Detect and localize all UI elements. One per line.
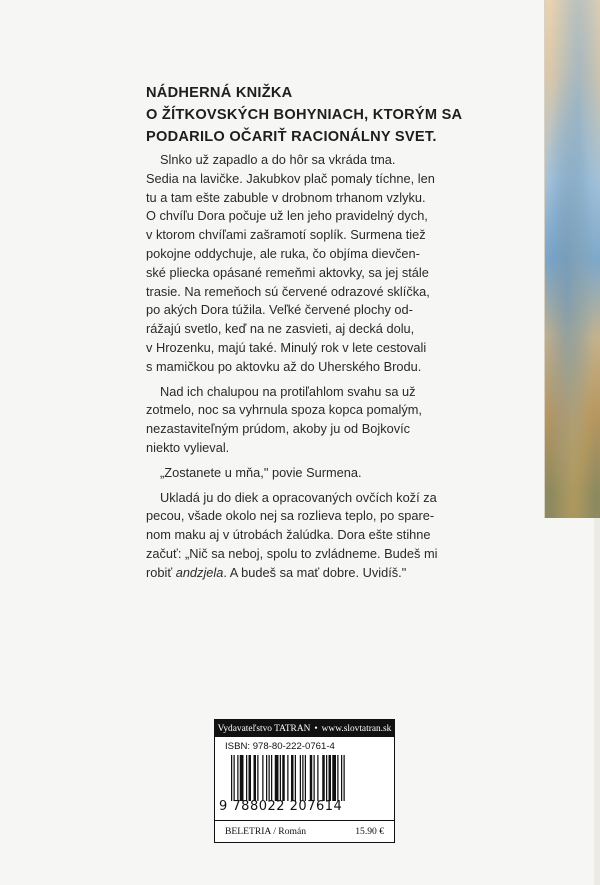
barcode-bar [275,755,279,801]
text-line: v ktorom chvíľami zašramotí soplík. Surmena tiež [146,227,426,243]
barcode-area [215,755,394,813]
text-line: pecou, všade okolo nej sa rozlieva teplo, po sparе- [146,508,435,524]
text-line: Ukladá ju do diek a opracovaných ovčích koží za [160,489,437,505]
isbn-text: ISBN: 978-80-222-0761-4 [225,741,335,752]
cover-painting-strip [544,0,600,518]
barcode-bar [234,755,235,801]
text-line: začuť: „Nič sa neboj, spolu to zvládneme. Budeš mi [146,545,438,561]
barcode-bar [302,755,303,801]
barcode-bar [280,755,281,801]
text-line: ské pliecka opásané remeňmi aktovky, sa jej stále [146,264,429,280]
text-line: rážajú svetlo, keď na ne zasvieti, aj decká dolu, [146,321,415,337]
barcode-bar [300,755,301,801]
publisher-label [214,719,395,843]
publisher-name: Vydavateľstvo TATRAN [217,723,311,734]
barcode-bar [317,755,318,801]
barcode-bar [271,755,272,801]
excerpt-paragraph-1 [146,151,492,377]
barcode-bar [237,755,238,801]
barcode-bar [231,755,232,801]
excerpt-text [146,151,492,583]
text-line [146,564,492,583]
text-line: Slnko už zapadlo a do hôr sa vkráda tma. [160,152,396,167]
barcode-bar [262,755,263,801]
headline-line-1: NÁDHERNÁ KNIŽKA [146,85,293,101]
book-category: BELETRIA / Román [225,826,307,837]
text-line: Nad ich chalupou na protiľahlom svahu sa už [160,383,416,399]
headline-line-3: PODARILO OČARIŤ RACIONÁLNY SVET. [146,129,437,145]
barcode-bar [269,755,270,801]
barcode-bar [291,755,294,801]
barcode-bar [246,755,247,801]
barcode-digits: 9 788022 207614 [219,799,343,814]
excerpt-paragraph-2 [146,383,492,458]
text-line: pokojne oddychuje, ale ruka, čo objíma dievčen- [146,245,420,261]
text-line: Sedia na lavičke. Jakubkov plač pomaly tíchne, len [146,170,435,186]
text-line: O chvíľu Dora počuje už len jeho pravidelný dych, [146,208,428,224]
blurb-headline [146,82,546,148]
barcode-bar [266,755,267,801]
barcode-bar [326,755,327,801]
excerpt-paragraph-3 [146,464,492,483]
text-line: tu a tam ešte zabuble v drobnom trhanom vzlyku. [146,189,426,205]
italic-word: andzjela [175,564,224,580]
bullet-separator: • [314,723,318,734]
barcode-bar [329,755,332,801]
text-fragment: robiť [146,564,176,580]
barcode-bar [314,755,315,801]
barcode-bar [282,755,285,801]
barcode-bar [295,755,296,801]
text-line: niekto vylieval. [146,439,230,455]
text-line: s mamičkou po aktovku až do Uherského Brodu. [146,358,422,374]
barcode-bar [332,755,336,801]
text-line: trasie. Na remeňoch sú červené odrazové sklíčka, [146,283,430,299]
barcode-bar [341,755,342,801]
barcode-bar [287,755,288,801]
barcode-bar [310,755,313,801]
publisher-bar [215,720,394,737]
cover-edge [594,518,600,885]
barcode-bar [344,755,345,801]
headline-line-2: O ŽÍTKOVSKÝCH BOHYNIACH, KTORÝM SA [146,107,463,123]
text-line: v Hrozenku, majú také. Minulý rok v lete cestovali [146,339,427,355]
publisher-website: www.slovtatran.sk [321,723,392,734]
barcode-bar [322,755,325,801]
barcode-bar [257,755,258,801]
text-fragment: . A budeš sa mať dobre. Uvidíš." [223,564,407,580]
barcode-bar [240,755,244,801]
label-footer [215,820,394,842]
barcode-bar [337,755,338,801]
text-line: po akých Dora túžila. Veľké červené plochy od- [146,302,413,318]
text-line: zotmelo, noc sa vyhrnula spoza kopca pomalým, [146,402,422,418]
book-price: 15.90 € [355,826,384,837]
barcode-graphic [229,755,387,801]
text-line: nezastaviteľným prúdom, akoby ju od Bojkovíc [146,421,411,437]
excerpt-paragraph-4 [146,489,492,583]
text-line: „Zostanete u mňa," povie Surmena. [160,464,362,480]
text-line: nom maku aj v útrobách žalúdka. Dora ešte stihne [146,527,431,543]
barcode-bar [249,755,252,801]
barcode-bar [254,755,257,801]
barcode-bar [305,755,306,801]
